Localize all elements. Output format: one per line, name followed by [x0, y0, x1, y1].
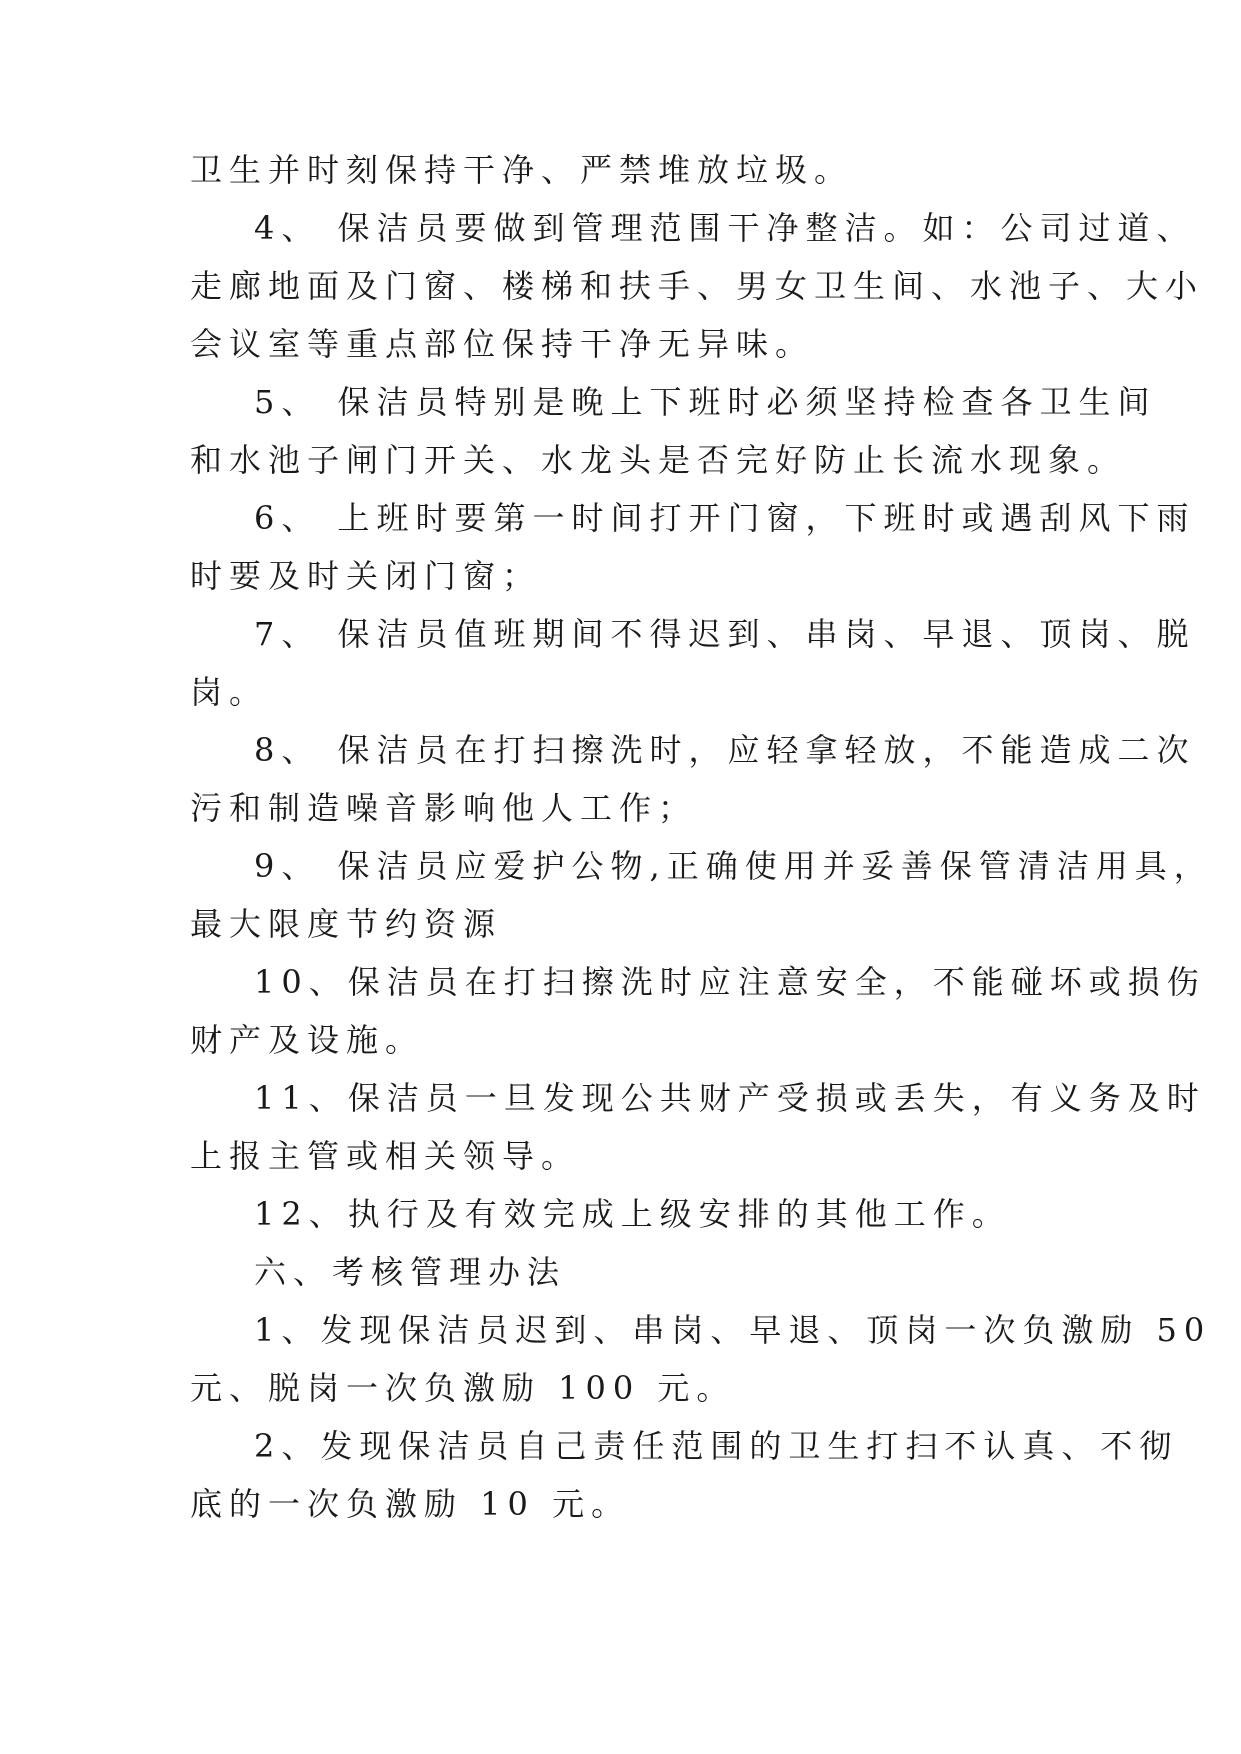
text-line: 岗。 — [190, 673, 269, 711]
text-line: 6、 上班时要第一时间打开门窗，下班时或遇刮风下雨 — [254, 499, 1196, 537]
text-line: 10、保洁员在打扫擦洗时应注意安全，不能碰坏或损伤 — [254, 963, 1206, 1001]
text-line: 2、发现保洁员自己责任范围的卫生打扫不认真、不彻 — [254, 1427, 1179, 1465]
text-line: 7、 保洁员值班期间不得迟到、串岗、早退、顶岗、脱 — [254, 615, 1196, 653]
text-line: 会议室等重点部位保持干净无异味。 — [190, 325, 815, 363]
text-line: 4、 保洁员要做到管理范围干净整洁。如：公司过道、 — [254, 209, 1196, 247]
text-line: 5、 保洁员特别是晚上下班时必须坚持检查各卫生间 — [254, 383, 1157, 421]
text-line: 最大限度节约资源 — [190, 905, 503, 943]
text-line: 财产及设施。 — [190, 1021, 425, 1059]
text-line: 9、 保洁员应爱护公物,正确使用并妥善保管清洁用具， — [254, 847, 1213, 885]
text-line: 卫生并时刻保持干净、严禁堆放垃圾。 — [190, 151, 854, 189]
text-line: 上报主管或相关领导。 — [190, 1137, 581, 1175]
text-line: 污和制造噪音影响他人工作； — [190, 789, 698, 827]
section-heading: 六、考核管理办法 — [254, 1253, 567, 1291]
text-line: 底的一次负激励 10 元。 — [190, 1485, 631, 1523]
text-line: 11、保洁员一旦发现公共财产受损或丢失，有义务及时 — [254, 1079, 1206, 1117]
text-line: 时要及时关闭门窗； — [190, 557, 542, 595]
text-line: 12、执行及有效完成上级安排的其他工作。 — [254, 1195, 1011, 1233]
text-line: 8、 保洁员在打扫擦洗时，应轻拿轻放，不能造成二次 — [254, 731, 1196, 769]
text-line: 1、发现保洁员迟到、串岗、早退、顶岗一次负激励 50 — [254, 1311, 1212, 1349]
text-line: 元、脱岗一次负激励 100 元。 — [190, 1369, 736, 1407]
text-line: 和水池子闸门开关、水龙头是否完好防止长流水现象。 — [190, 441, 1127, 479]
text-line: 走廊地面及门窗、楼梯和扶手、男女卫生间、水池子、大小 — [190, 267, 1205, 305]
